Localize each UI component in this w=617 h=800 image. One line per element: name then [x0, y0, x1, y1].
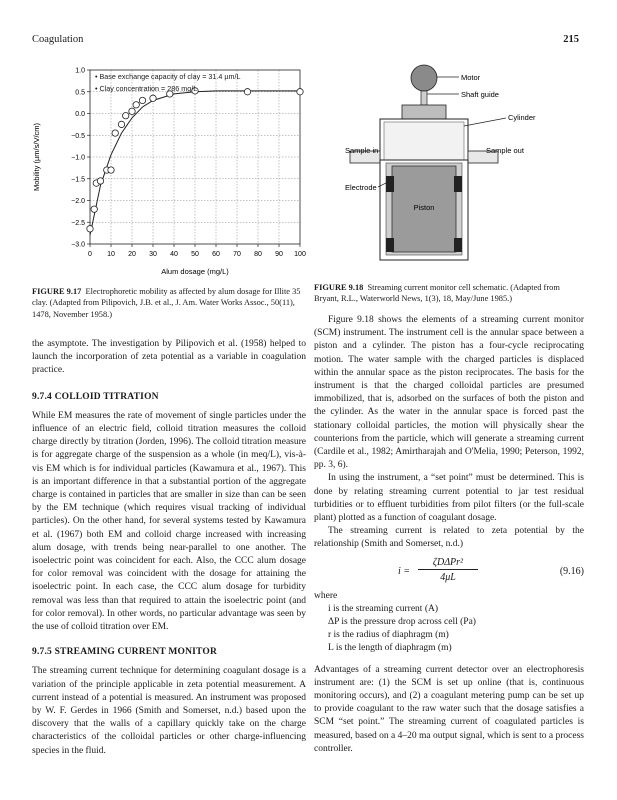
cylinder-leader: [464, 118, 506, 126]
electrode-right: [454, 176, 462, 192]
x-tick-label: 70: [233, 251, 241, 258]
data-point: [244, 89, 250, 95]
data-point: [108, 167, 114, 173]
data-point: [297, 89, 303, 95]
data-point: [133, 102, 139, 108]
data-point: [112, 130, 118, 136]
data-point: [91, 206, 97, 212]
motor-icon: [411, 65, 437, 91]
data-point: [139, 97, 145, 103]
running-header-chapter: Coagulation: [32, 34, 84, 45]
caption-label: FIGURE 9.18: [314, 283, 364, 292]
right-column: [314, 314, 584, 756]
body-paragraph: While EM measures the rate of movement of single particles under the influence of an electric field, colloid titration measures the colloid charge directly by titration (Jorden, 1996). The colloid titration measure is for aggregate charge of the suspension as a whole (in meq/L), vis-à-vis EM which is for individual particles (Kawamura et al., 1967). This is an important difference in that a substantial portion of the aggregate charge is contained in particles that are smaller in size than can be seen by the EM technique (which requires visual tracking of individual particles). On the other hand, for several systems tested by Kawamura et al. (1967) both EM and colloid charge increased with increasing alum dosage, with trends being near-parallel to one another. The isoelectric point was coincident for each. Also, the CCC alum dosage for color removal was coincident with the dosage for attaining the isoelectric point. In each case, the CCC alum dosage for turbidity removal was less than that required to attain the isoelectric point (and for color removal). In other words, no particular advantage was seen by the use of colloid titration over EM.: [32, 410, 306, 633]
shaft-guide: [402, 105, 446, 119]
equation-denominator: 4μL: [440, 571, 456, 583]
data-point: [118, 121, 124, 127]
figure-9-18-caption: [314, 282, 584, 305]
body-paragraph: In using the instrument, a “set point” must be determined. This is done by relating streaming current potential to jar test residual turbidities or to effluent turbidities from pilot filters (or the full-scale plant) plotted as a function of coagulant dosage.: [314, 473, 584, 524]
data-point: [97, 178, 103, 184]
y-axis-label: Mobility (µm/s/V/cm): [32, 122, 41, 192]
data-point: [150, 95, 156, 101]
page-number: 215: [563, 34, 579, 45]
label-shaft-guide: Shaft guide: [461, 90, 499, 99]
body-paragraph: Figure 9.18 shows the elements of a streaming current monitor (SCM) instrument. The instrument cell is the annular space between a piston and a cylinder. The piston has a four-cycle reciprocating motion. The water sample with the charged particles is displaced within the annular space as the piston reciprocates. The basis for the instrument is that the charged colloidal particles are presumed immobilized, that is, adsorbed on the surfaces of both the piston and the cylinder. As the water in the annular space is forced past the stationary colloidal particles, the motion will physically shear the counterions from the particle, which will generate a streaming current (Cardile et al., 1982; Amirtharajah and O'Melia, 1990; Peterson, 1992, pp. 3, 6).: [314, 315, 584, 471]
y-tick-label: −1.0: [71, 154, 85, 162]
x-tick-label: 40: [170, 251, 178, 258]
label-sample-out: Sample out: [486, 146, 524, 155]
data-point: [87, 226, 93, 232]
chart-grid: [90, 70, 300, 244]
y-tick-label: −1.5: [71, 176, 85, 184]
y-tick-label: 1.0: [75, 67, 85, 75]
body-paragraph: The streaming current is related to zeta potential by the relationship (Smith and Somerset, n.d.): [314, 526, 584, 550]
where-label: where: [314, 590, 338, 601]
caption-text: Electrophoretic mobility as affected by alum dosage for Illite 35 clay. (Adapted from Pilipovich, J.B. et al., J. Am. Water Works Assoc., 50(11), 1478, November 1958.): [32, 287, 301, 319]
x-tick-label: 30: [149, 251, 157, 258]
label-piston: Piston: [413, 203, 435, 212]
electrode-bottom-right: [454, 238, 462, 252]
y-tick-label: 0.5: [75, 89, 85, 97]
data-point: [129, 108, 135, 114]
caption-text: Streaming current monitor cell schematic. (Adapted from Bryant, R.L., Waterworld News, 1(3), 18, May/June 1985.): [314, 283, 560, 304]
y-tick-label: −0.5: [71, 132, 85, 140]
electrode-bottom-left: [386, 238, 394, 252]
label-electrode: Electrode: [345, 183, 377, 192]
variable-definition: i is the streaming current (A): [328, 603, 439, 614]
label-sample-in: Sample in: [345, 146, 379, 155]
x-axis-label: Alum dosage (mg/L): [161, 267, 229, 276]
label-motor: Motor: [461, 73, 481, 82]
x-axis-ticks: [88, 244, 306, 258]
chart-legend-line-1: • Base exchange capacity of clay = 31.4 µm/L: [95, 72, 241, 81]
figure-9-17-chart: [28, 62, 308, 280]
body-paragraph: the asymptote. The investigation by Pilipovich et al. (1958) helped to launch the incorporation of zeta potential as a variable in coagulation practice.: [32, 339, 306, 376]
label-cylinder: Cylinder: [508, 113, 536, 122]
section-heading-9-7-5: 9.7.5 STREAMING CURRENT MONITOR: [32, 647, 218, 658]
equation-numerator: ζDΔPr²: [418, 556, 478, 570]
x-tick-label: 50: [191, 251, 199, 258]
left-column: [32, 338, 306, 758]
x-tick-label: 10: [107, 251, 115, 258]
x-tick-label: 100: [294, 251, 306, 258]
variable-definition: L is the length of diaphragm (m): [328, 643, 452, 654]
chart-legend-line-2: • Clay concentration = 286 mg/L: [95, 84, 198, 93]
equation-9-16: [314, 556, 584, 588]
y-tick-label: −3.0: [71, 241, 85, 249]
x-tick-label: 90: [275, 251, 283, 258]
y-tick-label: −2.5: [71, 219, 85, 227]
equation-number: (9.16): [559, 565, 584, 577]
electrode-left: [386, 176, 394, 192]
x-tick-label: 80: [254, 251, 262, 258]
variable-definition: ΔP is the pressure drop across cell (Pa): [328, 617, 476, 628]
data-point: [123, 112, 129, 118]
y-axis-ticks: [71, 68, 90, 249]
caption-label: FIGURE 9.17: [32, 287, 82, 296]
y-tick-label: −2.0: [71, 198, 85, 205]
variable-definition: r is the radius of diaphragm (m): [328, 630, 449, 641]
body-paragraph: Advantages of a streaming current detector over an electrophoresis instrument are: (1) the SCM is set up online (that is, continuous monitoring occurs), and (2) a coagulant metering pump can be set up to provide coagulant to the raw water such that the dosage satisfies a SCM “set point.” The streaming current of coagulated particles is measured, based on a 4–20 ma output signal, which is sent to a process controller.: [314, 664, 584, 754]
figure-9-17-caption: [32, 286, 306, 320]
body-paragraph: The streaming current technique for determining coagulant dosage is a variation of the principle applicable in zeta potential measurement. A current instead of a potential is measured. An instrument was proposed by W. F. Gerdes in 1966 (Smith and Somerset, n.d.) based upon the discovery that the walls of a capillary quickly take on the charge characteristics of the colloidal particles or other charge-influencing species in the fluid.: [32, 666, 306, 756]
x-tick-label: 0: [88, 251, 92, 258]
figure-9-18-schematic: [320, 60, 580, 275]
y-tick-label: 0.0: [75, 111, 85, 118]
motor-shaft: [421, 91, 427, 105]
equation-lhs: i =: [398, 565, 411, 577]
section-heading-9-7-4: 9.7.4 COLLOID TITRATION: [32, 391, 159, 402]
x-tick-label: 20: [128, 251, 136, 258]
x-tick-label: 60: [212, 251, 220, 258]
